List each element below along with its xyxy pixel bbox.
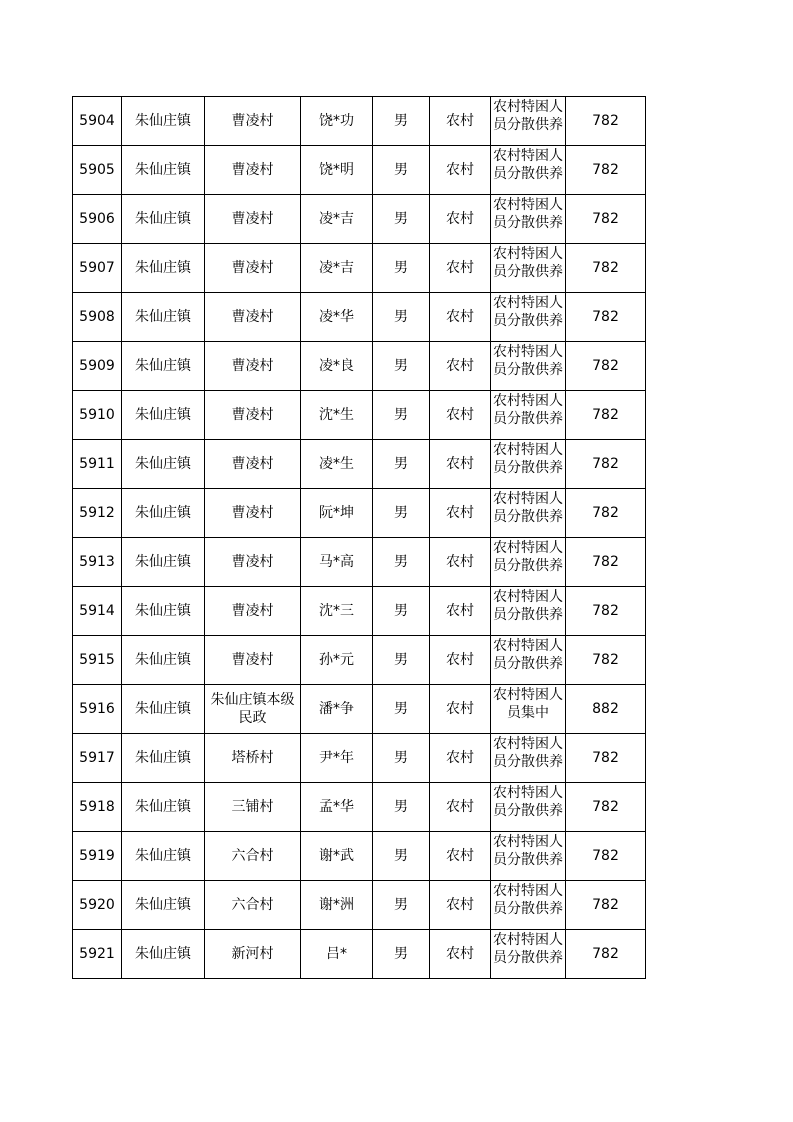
- gender-cell: 男: [373, 636, 430, 685]
- table-row: [73, 293, 646, 342]
- person-name-cell: 阮*坤: [301, 489, 373, 538]
- support-type-text: 农村特困人员分散供养: [493, 246, 563, 280]
- person-name-cell: 凌*生: [301, 440, 373, 489]
- village-cell: 曹凌村: [205, 391, 301, 440]
- serial-number-cell: 5907: [73, 244, 122, 293]
- serial-number-cell: 5906: [73, 195, 122, 244]
- support-type-text: 农村特困人员分散供养: [493, 834, 563, 868]
- support-type-cell: [491, 391, 566, 440]
- support-type-text: 农村特困人员分散供养: [493, 932, 563, 966]
- serial-number-cell: 5908: [73, 293, 122, 342]
- table-row: [73, 489, 646, 538]
- town-cell: 朱仙庄镇: [122, 783, 205, 832]
- person-name-cell: 凌*华: [301, 293, 373, 342]
- amount-cell: 782: [566, 146, 646, 195]
- amount-cell: 782: [566, 342, 646, 391]
- gender-cell: 男: [373, 342, 430, 391]
- gender-cell: 男: [373, 538, 430, 587]
- serial-number-cell: 5917: [73, 734, 122, 783]
- table-row: [73, 930, 646, 979]
- gender-cell: 男: [373, 97, 430, 146]
- table-row: [73, 195, 646, 244]
- town-cell: 朱仙庄镇: [122, 342, 205, 391]
- support-type-text: 农村特困人员分散供养: [493, 442, 563, 476]
- village-cell: 曹凌村: [205, 293, 301, 342]
- table-row: [73, 146, 646, 195]
- amount-cell: 782: [566, 440, 646, 489]
- area-type-cell: 农村: [430, 538, 491, 587]
- amount-cell: 782: [566, 97, 646, 146]
- support-type-cell: [491, 293, 566, 342]
- table-row: [73, 538, 646, 587]
- table-row: [73, 734, 646, 783]
- gender-cell: 男: [373, 881, 430, 930]
- village-cell: 曹凌村: [205, 489, 301, 538]
- area-type-cell: 农村: [430, 440, 491, 489]
- area-type-cell: 农村: [430, 930, 491, 979]
- serial-number-cell: 5909: [73, 342, 122, 391]
- support-type-text: 农村特困人员分散供养: [493, 197, 563, 231]
- gender-cell: 男: [373, 832, 430, 881]
- serial-number-cell: 5913: [73, 538, 122, 587]
- support-type-cell: [491, 244, 566, 293]
- person-name-cell: 凌*吉: [301, 195, 373, 244]
- amount-cell: 882: [566, 685, 646, 734]
- support-type-cell: [491, 440, 566, 489]
- support-type-text: 农村特困人员分散供养: [493, 589, 563, 623]
- support-type-text: 农村特困人员分散供养: [493, 148, 563, 182]
- gender-cell: 男: [373, 195, 430, 244]
- person-name-cell: 孙*元: [301, 636, 373, 685]
- town-cell: 朱仙庄镇: [122, 832, 205, 881]
- area-type-cell: 农村: [430, 587, 491, 636]
- amount-cell: 782: [566, 734, 646, 783]
- area-type-cell: 农村: [430, 244, 491, 293]
- support-type-cell: [491, 636, 566, 685]
- town-cell: 朱仙庄镇: [122, 489, 205, 538]
- amount-cell: 782: [566, 587, 646, 636]
- table-row: [73, 342, 646, 391]
- support-type-cell: [491, 146, 566, 195]
- person-name-cell: 凌*良: [301, 342, 373, 391]
- support-type-text: 农村特困人员分散供养: [493, 883, 563, 917]
- amount-cell: 782: [566, 881, 646, 930]
- support-type-cell: [491, 342, 566, 391]
- serial-number-cell: 5912: [73, 489, 122, 538]
- support-type-text: 农村特困人员分散供养: [493, 344, 563, 378]
- support-type-cell: [491, 783, 566, 832]
- area-type-cell: 农村: [430, 391, 491, 440]
- gender-cell: 男: [373, 489, 430, 538]
- support-type-cell: [491, 832, 566, 881]
- amount-cell: 782: [566, 783, 646, 832]
- support-type-text: 农村特困人员分散供养: [493, 295, 563, 329]
- amount-cell: 782: [566, 489, 646, 538]
- village-cell: 曹凌村: [205, 342, 301, 391]
- town-cell: 朱仙庄镇: [122, 734, 205, 783]
- gender-cell: 男: [373, 930, 430, 979]
- area-type-cell: 农村: [430, 783, 491, 832]
- amount-cell: 782: [566, 832, 646, 881]
- table-row: [73, 244, 646, 293]
- town-cell: 朱仙庄镇: [122, 930, 205, 979]
- village-cell: 塔桥村: [205, 734, 301, 783]
- village-cell: 六合村: [205, 881, 301, 930]
- village-cell: 新河村: [205, 930, 301, 979]
- gender-cell: 男: [373, 146, 430, 195]
- area-type-cell: 农村: [430, 881, 491, 930]
- table-row: [73, 685, 646, 734]
- person-name-cell: 谢*武: [301, 832, 373, 881]
- support-type-text: 农村特困人员分散供养: [493, 638, 563, 672]
- village-cell: 朱仙庄镇本级民政: [205, 685, 301, 734]
- village-cell: 曹凌村: [205, 244, 301, 293]
- records-table-body: [73, 97, 646, 979]
- table-row: [73, 587, 646, 636]
- town-cell: 朱仙庄镇: [122, 881, 205, 930]
- table-row: [73, 636, 646, 685]
- serial-number-cell: 5910: [73, 391, 122, 440]
- area-type-cell: 农村: [430, 685, 491, 734]
- support-type-cell: [491, 538, 566, 587]
- serial-number-cell: 5920: [73, 881, 122, 930]
- support-type-cell: [491, 734, 566, 783]
- village-cell: 曹凌村: [205, 587, 301, 636]
- amount-cell: 782: [566, 391, 646, 440]
- village-cell: 曹凌村: [205, 195, 301, 244]
- gender-cell: 男: [373, 783, 430, 832]
- records-table: [72, 96, 646, 979]
- serial-number-cell: 5904: [73, 97, 122, 146]
- area-type-cell: 农村: [430, 832, 491, 881]
- person-name-cell: 沈*生: [301, 391, 373, 440]
- serial-number-cell: 5914: [73, 587, 122, 636]
- support-type-text: 农村特困人员分散供养: [493, 736, 563, 770]
- amount-cell: 782: [566, 293, 646, 342]
- serial-number-cell: 5915: [73, 636, 122, 685]
- town-cell: 朱仙庄镇: [122, 636, 205, 685]
- gender-cell: 男: [373, 391, 430, 440]
- table-row: [73, 97, 646, 146]
- amount-cell: 782: [566, 538, 646, 587]
- person-name-cell: 凌*吉: [301, 244, 373, 293]
- person-name-cell: 潘*争: [301, 685, 373, 734]
- serial-number-cell: 5905: [73, 146, 122, 195]
- area-type-cell: 农村: [430, 734, 491, 783]
- village-cell: 曹凌村: [205, 97, 301, 146]
- support-type-text: 农村特困人员分散供养: [493, 785, 563, 819]
- support-type-cell: [491, 489, 566, 538]
- gender-cell: 男: [373, 244, 430, 293]
- person-name-cell: 饶*明: [301, 146, 373, 195]
- town-cell: 朱仙庄镇: [122, 391, 205, 440]
- table-row: [73, 783, 646, 832]
- support-type-cell: [491, 685, 566, 734]
- support-type-text: 农村特困人员分散供养: [493, 491, 563, 525]
- support-type-text: 农村特困人员分散供养: [493, 99, 563, 133]
- area-type-cell: 农村: [430, 293, 491, 342]
- village-cell: 曹凌村: [205, 636, 301, 685]
- support-type-cell: [491, 195, 566, 244]
- town-cell: 朱仙庄镇: [122, 146, 205, 195]
- town-cell: 朱仙庄镇: [122, 97, 205, 146]
- support-type-cell: [491, 587, 566, 636]
- village-cell: 三铺村: [205, 783, 301, 832]
- serial-number-cell: 5916: [73, 685, 122, 734]
- area-type-cell: 农村: [430, 342, 491, 391]
- support-type-cell: [491, 97, 566, 146]
- village-cell: 曹凌村: [205, 146, 301, 195]
- town-cell: 朱仙庄镇: [122, 587, 205, 636]
- table-row: [73, 832, 646, 881]
- person-name-cell: 孟*华: [301, 783, 373, 832]
- amount-cell: 782: [566, 636, 646, 685]
- person-name-cell: 马*高: [301, 538, 373, 587]
- area-type-cell: 农村: [430, 97, 491, 146]
- person-name-cell: 谢*洲: [301, 881, 373, 930]
- table-row: [73, 440, 646, 489]
- amount-cell: 782: [566, 195, 646, 244]
- town-cell: 朱仙庄镇: [122, 244, 205, 293]
- village-cell: 曹凌村: [205, 440, 301, 489]
- amount-cell: 782: [566, 930, 646, 979]
- area-type-cell: 农村: [430, 489, 491, 538]
- area-type-cell: 农村: [430, 146, 491, 195]
- town-cell: 朱仙庄镇: [122, 538, 205, 587]
- table-row: [73, 881, 646, 930]
- gender-cell: 男: [373, 293, 430, 342]
- support-type-text: 农村特困人员分散供养: [493, 393, 563, 427]
- person-name-cell: 沈*三: [301, 587, 373, 636]
- village-cell: 曹凌村: [205, 538, 301, 587]
- serial-number-cell: 5911: [73, 440, 122, 489]
- town-cell: 朱仙庄镇: [122, 195, 205, 244]
- area-type-cell: 农村: [430, 636, 491, 685]
- village-cell: 六合村: [205, 832, 301, 881]
- person-name-cell: 饶*功: [301, 97, 373, 146]
- town-cell: 朱仙庄镇: [122, 685, 205, 734]
- table-row: [73, 391, 646, 440]
- support-type-cell: [491, 881, 566, 930]
- support-type-text: 农村特困人员分散供养: [493, 540, 563, 574]
- area-type-cell: 农村: [430, 195, 491, 244]
- town-cell: 朱仙庄镇: [122, 440, 205, 489]
- gender-cell: 男: [373, 685, 430, 734]
- amount-cell: 782: [566, 244, 646, 293]
- serial-number-cell: 5919: [73, 832, 122, 881]
- support-type-cell: [491, 930, 566, 979]
- gender-cell: 男: [373, 440, 430, 489]
- person-name-cell: 尹*年: [301, 734, 373, 783]
- gender-cell: 男: [373, 587, 430, 636]
- support-type-text: 农村特困人员集中: [493, 687, 563, 721]
- gender-cell: 男: [373, 734, 430, 783]
- serial-number-cell: 5918: [73, 783, 122, 832]
- town-cell: 朱仙庄镇: [122, 293, 205, 342]
- person-name-cell: 吕*: [301, 930, 373, 979]
- serial-number-cell: 5921: [73, 930, 122, 979]
